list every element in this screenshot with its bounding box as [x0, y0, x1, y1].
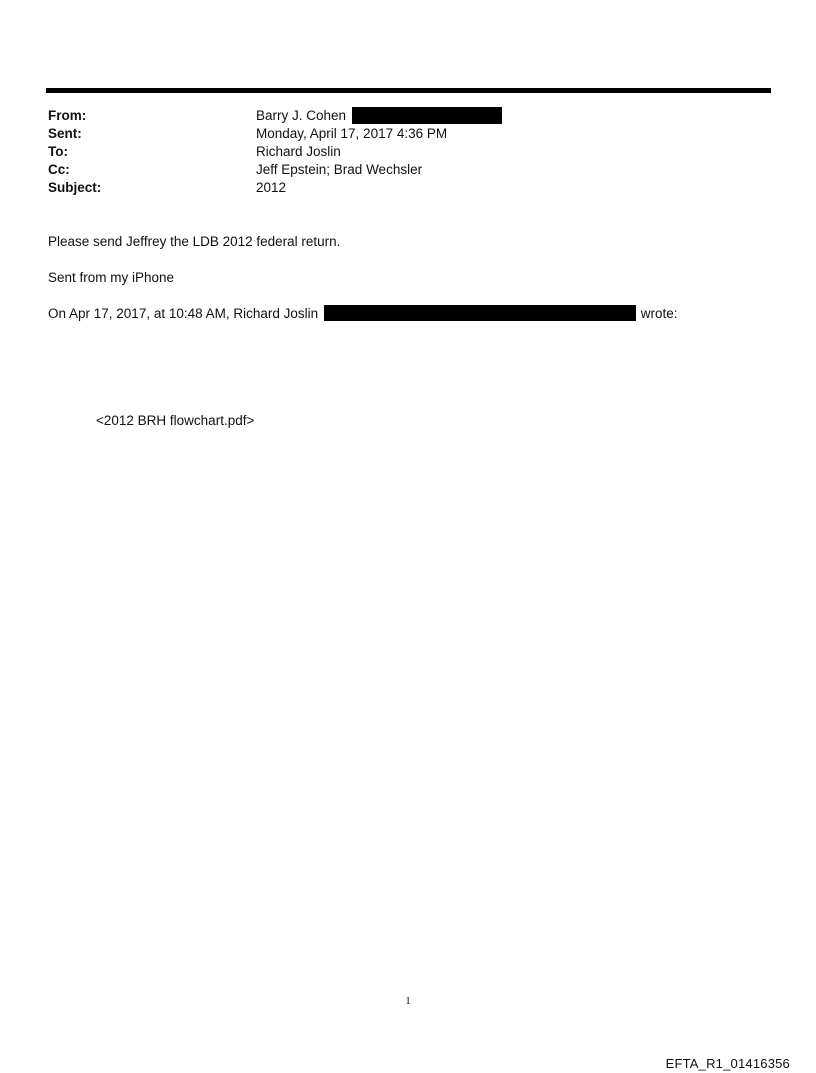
header-divider	[46, 88, 771, 93]
quoted-header-suffix: wrote:	[640, 306, 678, 321]
redaction-box	[352, 107, 502, 124]
subject-label: Subject:	[48, 180, 102, 195]
to-label: To:	[48, 144, 68, 159]
from-label: From:	[48, 108, 87, 123]
cc-value: Jeff Epstein; Brad Wechsler	[256, 162, 423, 177]
page-number: 1	[405, 995, 411, 1007]
to-value: Richard Joslin	[256, 144, 341, 159]
cc-label: Cc:	[48, 162, 70, 177]
document-id: EFTA_R1_01416356	[665, 1056, 790, 1071]
sent-label: Sent:	[48, 126, 82, 141]
from-name: Barry J. Cohen	[256, 108, 347, 123]
sent-value: Monday, April 17, 2017 4:36 PM	[256, 126, 448, 141]
message-line-signature: Sent from my iPhone	[48, 270, 175, 285]
attachment-name: <2012 BRH flowchart.pdf>	[96, 413, 255, 428]
quoted-header-prefix: On Apr 17, 2017, at 10:48 AM, Richard Joslin	[48, 306, 319, 321]
quoted-header-line	[48, 305, 677, 323]
message-line-request: Please send Jeffrey the LDB 2012 federal return.	[48, 234, 341, 249]
redaction-box	[324, 305, 636, 321]
subject-value: 2012	[256, 180, 287, 195]
from-value	[256, 107, 502, 125]
